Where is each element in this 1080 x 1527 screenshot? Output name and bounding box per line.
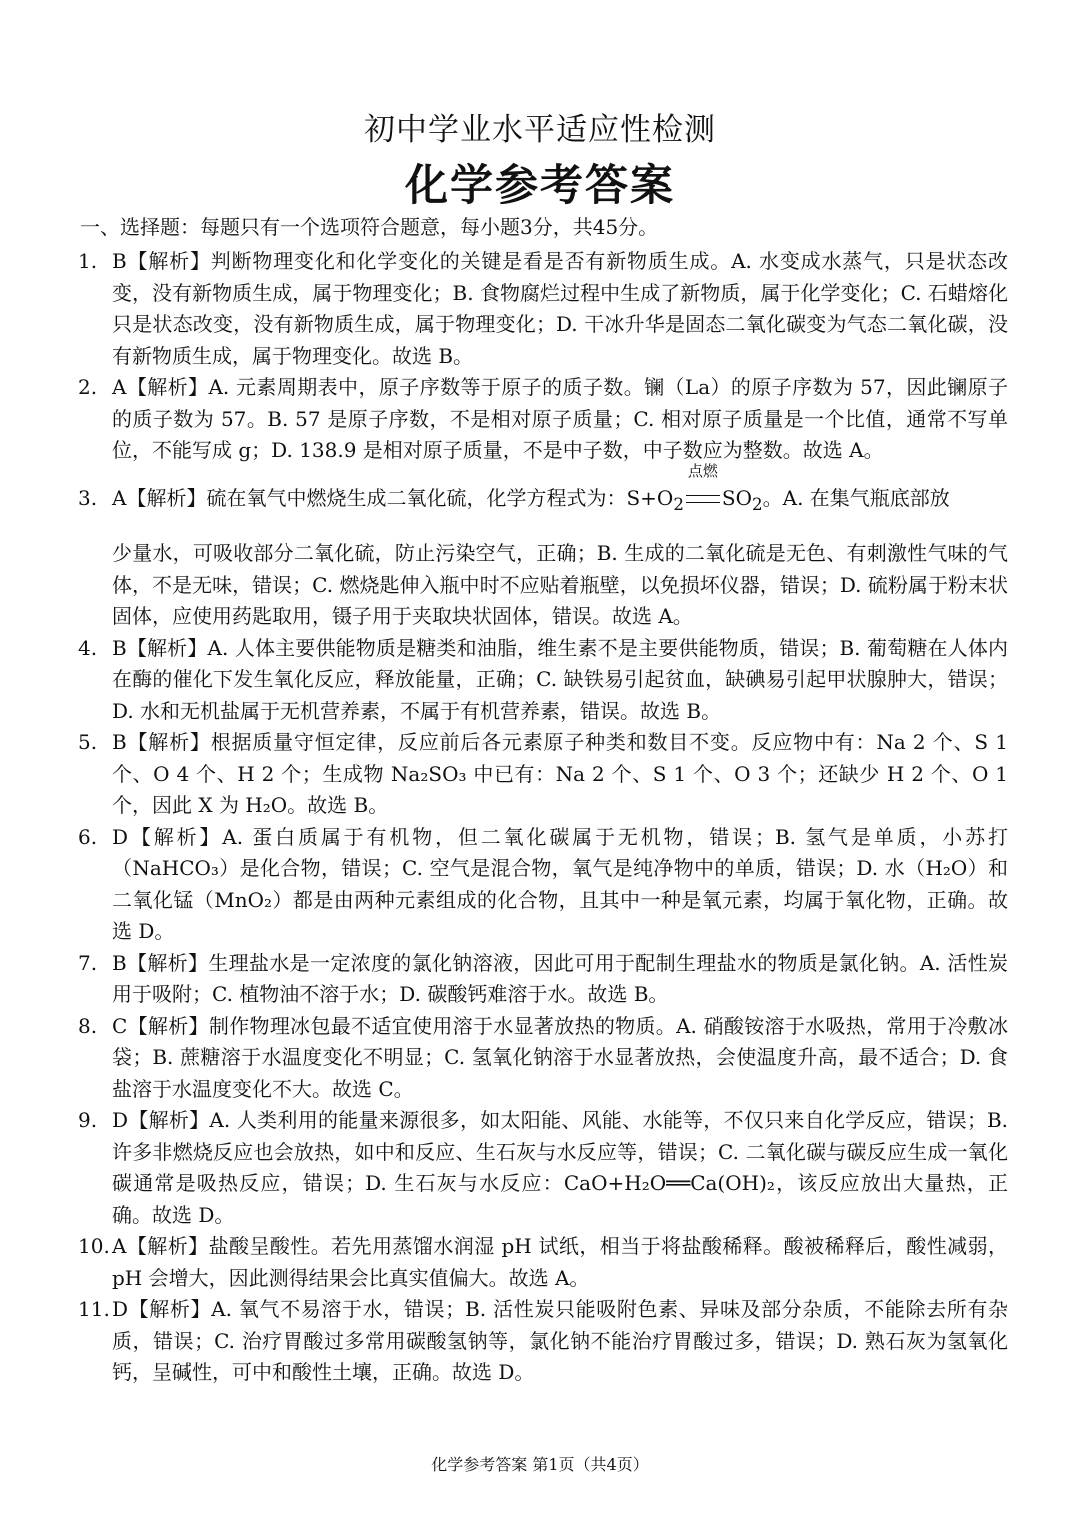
item-number: 11.	[78, 1297, 110, 1321]
item-explanation: B【解析】根据质量守恒定律，反应前后各元素原子种类和数目不变。反应物中有：Na 2 个、S 1 个、O 4 个、H 2 个；生成物 Na₂SO₃ 中已有：Na 2 个、S 1 个、O 3 个；还缺少 H 2 个、O 1 个，因此 X 为 H₂O。故选 B。	[112, 730, 1008, 817]
item-text-mid: SO	[721, 485, 753, 510]
item-explanation: D【解析】A. 氧气不易溶于水，错误；B. 活性炭只能吸附色素、异味及部分杂质，不能除去所有杂质，错误；C. 治疗胃酸过多常用碳酸氢钠等，氯化钠不能治疗胃酸过多，错误；D. 熟石灰为氢氧化钙，呈碱性，可中和酸性土壤，正确。故选 D。	[112, 1297, 1008, 1384]
subscript: 2	[752, 494, 763, 514]
item-explanation: D【解析】A. 人类利用的能量来源很多，如太阳能、风能、水能等，不仅只来自化学反应，错误；B. 许多非燃烧反应也会放热，如中和反应、生石灰与水反应等，错误；C. 二氧化碳与碳反应生成一氧化碳通常是吸热反应，错误；D. 生石灰与水反应：CaO+H₂O══Ca(OH)₂，该反应放出大量热，正确。故选 D。	[112, 1108, 1008, 1227]
item-explanation: B【解析】判断物理变化和化学变化的关键是看是否有新物质生成。A. 水变成水蒸气，只是状态改变，没有新物质生成，属于物理变化；B. 食物腐烂过程中生成了新物质，属于化学变化；C. 石蜡熔化只是状态改变，没有新物质生成，属于物理变化；D. 干冰升华是固态二氧化碳变为气态二氧化碳，没有新物质生成，属于物理变化。故选 B。	[112, 249, 1008, 368]
exam-title: 初中学业水平适应性检测	[364, 112, 716, 148]
answer-list	[78, 246, 1008, 1389]
item-explanation: A【解析】A. 元素周期表中，原子序数等于原子的质子数。镧（La）的原子序数为 57，因此镧原子的质子数为 57。B. 57 是原子序数，不是相对原子质量；C. 相对原子质量是一个比值，通常不写单位，不能写成 g；D. 138.9 是相对原子质量，不是中子数，中子数应为整数。故选 A。	[112, 375, 1008, 462]
answer-item-9	[78, 1105, 1008, 1231]
item-explanation: B【解析】生理盐水是一定浓度的氯化钠溶液，因此可用于配制生理盐水的物质是氯化钠。A. 活性炭用于吸附；C. 植物油不溶于水；D. 碳酸钙难溶于水。故选 B。	[112, 950, 1008, 1006]
equation-spacer	[112, 520, 1008, 538]
item-number: 4.	[78, 635, 98, 660]
item-number: 6.	[78, 824, 98, 849]
item-explanation: A【解析】盐酸呈酸性。若先用蒸馏水润湿 pH 试纸，相当于将盐酸稀释。酸被稀释后，酸性减弱，pH 会增大，因此测得结果会比真实值偏大。故选 A。	[112, 1234, 1008, 1290]
item-number: 10.	[78, 1234, 110, 1258]
subscript: 2	[673, 494, 684, 514]
section-heading: 一、选择题：每题只有一个选项符合题意，每小题3分，共45分。	[80, 215, 659, 239]
item-text-rest: 少量水，可吸收部分二氧化硫，防止污染空气，正确；B. 生成的二氧化硫是无色、有刺激性气味的气体，不是无味，错误；C. 燃烧匙伸入瓶中时不应贴着瓶壁，以免损坏仪器，错误；D. 硫粉属于粉末状固体，应使用药匙取用，镊子用于夹取块状固体，错误。故选 A。	[112, 541, 1008, 628]
item-number: 1.	[78, 249, 98, 273]
item-number: 2.	[78, 375, 98, 399]
item-explanation: C【解析】制作物理冰包最不适宜使用溶于水显著放热的物质。A. 硝酸铵溶于水吸热，常用于冷敷冰袋；B. 蔗糖溶于水温度变化不明显；C. 氢氧化钠溶于水显著放热，会使温度升高，最不适合；D. 食盐溶于水温度变化不大。故选 C。	[112, 1013, 1008, 1101]
item-number: 7.	[78, 950, 98, 975]
page-footer: 化学参考答案 第1页（共4页）	[431, 1455, 649, 1474]
item-number: 9.	[78, 1108, 98, 1132]
answer-item-1	[78, 246, 1008, 372]
item-explanation: B【解析】A. 人体主要供能物质是糖类和油脂，维生素不是主要供能物质，错误；B. 葡萄糖在人体内在酶的催化下发生氧化反应，释放能量，正确；C. 缺铁易引起贫血，缺碘易引起甲状腺肿大，错误；D. 水和无机盐属于无机营养素，不属于有机营养素，错误。故选 B。	[112, 635, 1008, 723]
item-number: 5.	[78, 730, 98, 754]
item-text-post: 。A. 在集气瓶底部放	[762, 485, 950, 510]
answer-item-5	[78, 727, 1008, 822]
item-explanation	[112, 461, 1008, 633]
answer-item-4	[78, 633, 1008, 728]
answer-item-8	[78, 1011, 1008, 1106]
answer-item-3	[78, 461, 1008, 633]
answer-key-title: 化学参考答案	[405, 161, 675, 211]
condition-label: 点燃	[687, 461, 718, 480]
item-text-pre: A【解析】硫在氧气中燃烧生成二氧化硫，化学方程式为：S+O	[112, 485, 674, 510]
answer-item-7	[78, 948, 1008, 1011]
item-explanation: D【解析】A. 蛋白质属于有机物，但二氧化碳属于无机物，错误；B. 氢气是单质，小苏打（NaHCO₃）是化合物，错误；C. 空气是混合物，氧气是纯净物中的单质，错误；D. 水（H₂O）和二氧化锰（MnO₂）都是由两种元素组成的化合物，且其中一种是氧元素，均属于氧化物，正确。故选 D。	[112, 824, 1008, 943]
answer-item-11	[78, 1294, 1008, 1389]
answer-item-10	[78, 1231, 1008, 1294]
item-number: 8.	[78, 1013, 98, 1038]
reaction-condition	[684, 461, 722, 515]
item-number: 3.	[78, 485, 98, 510]
answer-item-6	[78, 822, 1008, 948]
equals-sign	[686, 495, 720, 503]
answer-item-2	[78, 372, 1008, 467]
